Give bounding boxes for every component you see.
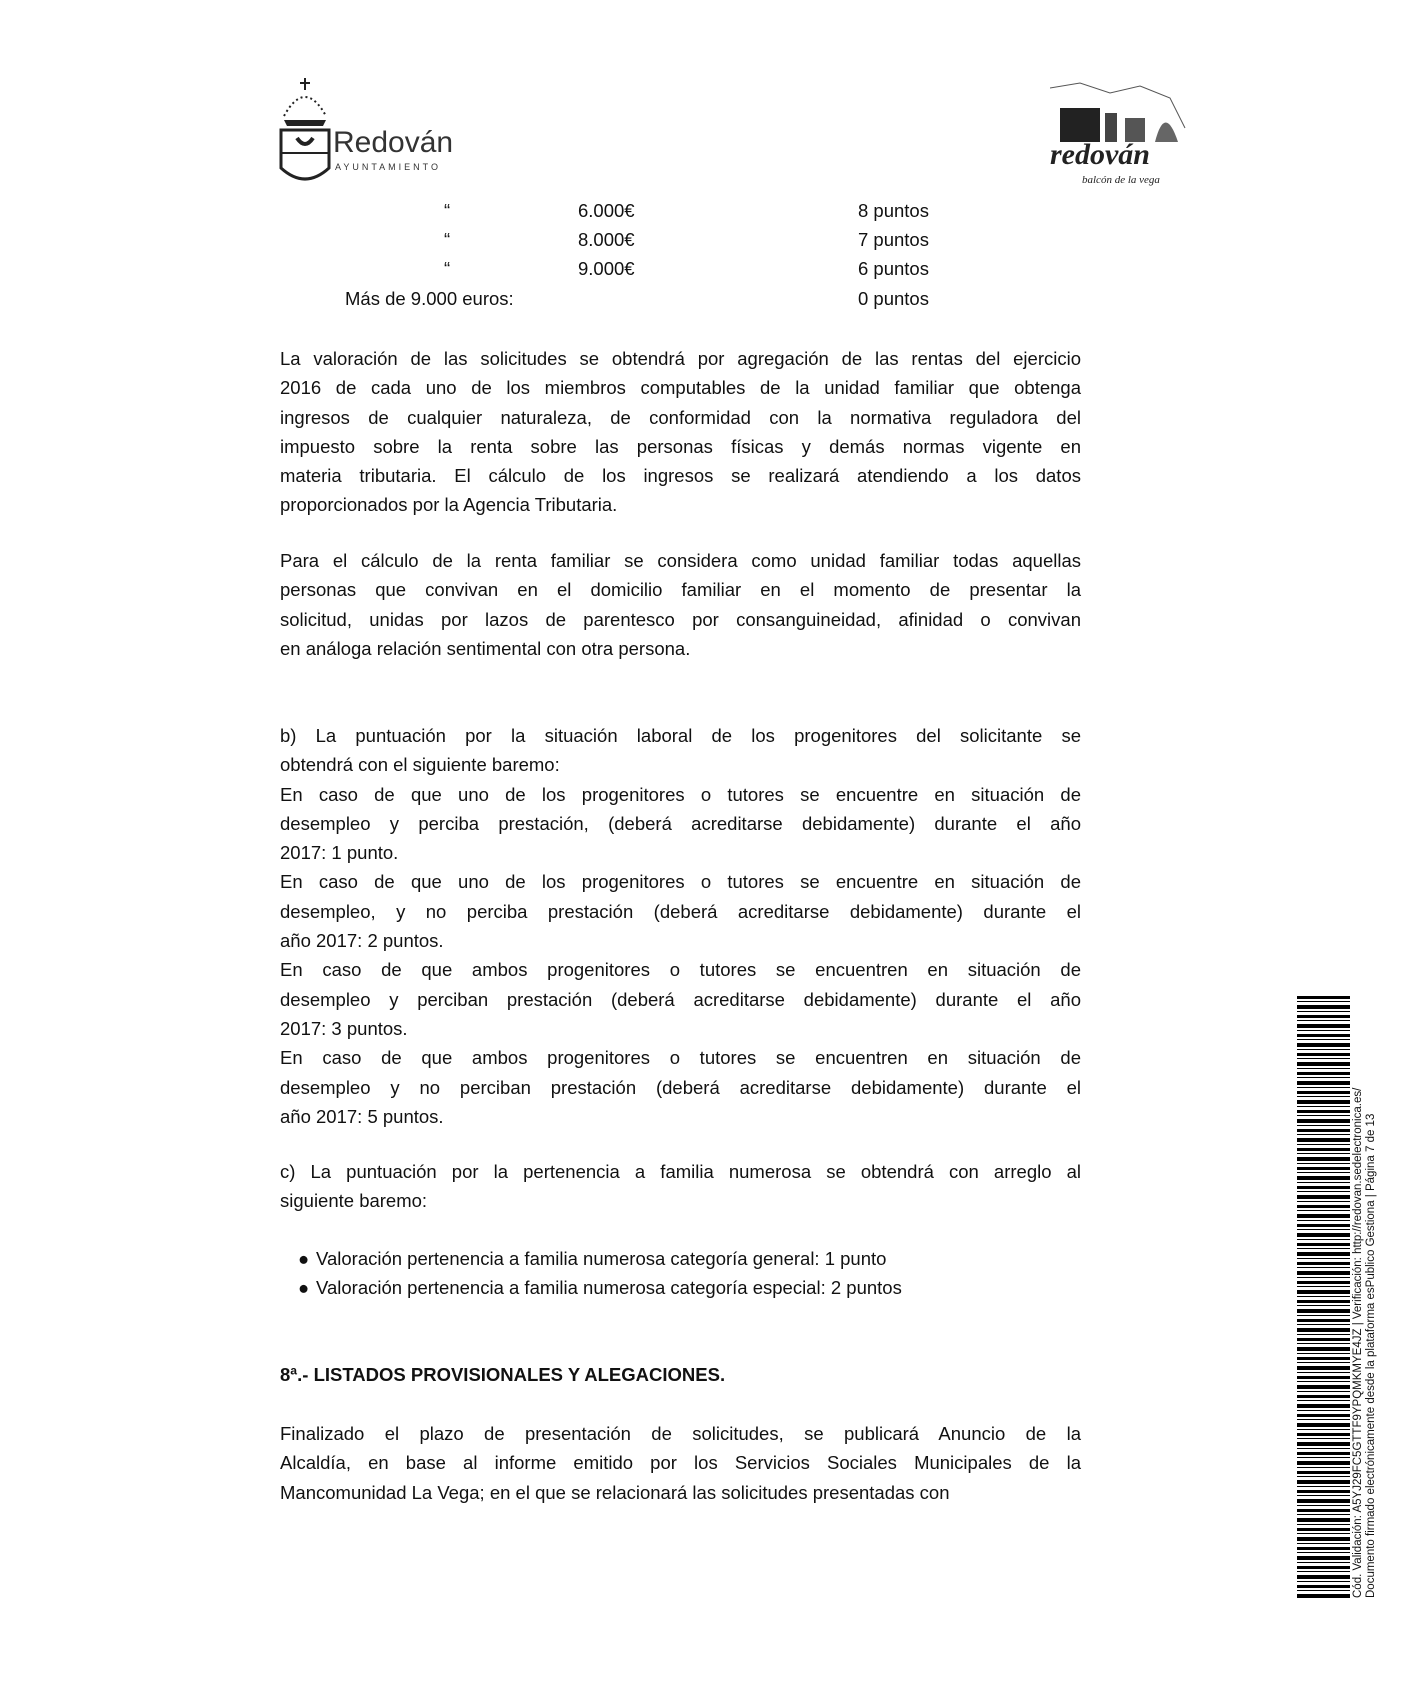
text-line: La valoración de las solicitudes se obtendrá por agregación de las rentas del ejercicio <box>280 348 1081 369</box>
text-line: proporcionados por la Agencia Tributaria. <box>280 494 618 516</box>
text-line: año 2017: 5 puntos. <box>280 1105 444 1127</box>
town-skyline-icon <box>1050 78 1190 144</box>
text-line: c) La puntuación por la pertenencia a familia numerosa se obtendrá con arreglo al <box>280 1161 1081 1182</box>
text-line: en análoga relación sentimental con otra persona. <box>280 637 691 659</box>
list-item <box>280 1244 1081 1273</box>
section-heading: 8ª.- LISTADOS PROVISIONALES Y ALEGACIONES. <box>280 1364 726 1385</box>
row-marker: “ <box>444 229 451 250</box>
list-item <box>280 1273 1081 1302</box>
bullet-icon: ● <box>298 1277 310 1299</box>
row-points: 8 puntos <box>858 200 929 221</box>
text-line: En caso de que ambos progenitores o tutores se encuentren en situación de <box>280 1047 1081 1069</box>
logo-name: Redován <box>333 126 454 159</box>
logo-subtitle: balcón de la vega <box>1082 174 1160 186</box>
row-marker: “ <box>444 258 451 279</box>
coat-of-arms-icon <box>278 78 338 188</box>
text-line: ingresos de cualquier naturaleza, de conformidad con la normativa reguladora del <box>280 406 1081 428</box>
text-line: Alcaldía, en base al informe emitido por los Servicios Sociales Municipales de la <box>280 1452 1081 1474</box>
verification-line-2: Documento firmado electrónicamente desde la plataforma esPublico Gestiona | Página 7 de 13 <box>1365 1113 1377 1598</box>
text-line: 2017: 3 puntos. <box>280 1017 408 1039</box>
row-amount: 6.000€ <box>578 200 635 221</box>
redovan-balcon-logo <box>1040 78 1190 188</box>
row-amount: 9.000€ <box>578 258 635 279</box>
text-line: 2016 de cada uno de los miembros computables de la unidad familiar que obtenga <box>280 377 1081 399</box>
verification-text <box>1352 996 1378 1598</box>
text-line: año 2017: 2 puntos. <box>280 930 444 952</box>
bullet-list <box>280 1244 1081 1303</box>
row-points: 7 puntos <box>858 229 929 250</box>
ayuntamiento-logo <box>278 78 468 188</box>
text-line: Finalizado el plazo de presentación de solicitudes, se publicará Anuncio de la <box>280 1423 1081 1444</box>
text-line: desempleo y perciban prestación (deberá acreditarse debidamente) durante el año <box>280 988 1081 1010</box>
verification-line-1: Cód. Validación: A5YJ29FC5GTTF9YPQMKMYE4JZ | Verificación: http://redovan.sedelectronica.es/ <box>1352 1087 1364 1598</box>
logo-name: redován <box>1050 138 1150 171</box>
paragraph-family-unit <box>280 546 1081 663</box>
row-points: 0 puntos <box>858 288 929 309</box>
bullet-text: Valoración pertenencia a familia numerosa categoría especial: 2 puntos <box>316 1277 902 1299</box>
text-line: desempleo y no perciban prestación (deberá acreditarse debidamente) durante el <box>280 1076 1081 1098</box>
bullet-icon: ● <box>298 1248 310 1269</box>
text-line: Mancomunidad La Vega; en el que se relacionará las solicitudes presentadas con <box>280 1481 950 1503</box>
text-line: siguiente baremo: <box>280 1190 428 1212</box>
paragraph-income-valuation <box>280 344 1081 520</box>
bullet-text: Valoración pertenencia a familia numerosa categoría general: 1 punto <box>316 1248 887 1269</box>
text-line: desempleo, y no perciba prestación (deberá acreditarse debidamente) durante el <box>280 900 1081 922</box>
row-amount: 8.000€ <box>578 229 635 250</box>
text-line: desempleo y perciba prestación, (deberá acreditarse debidamente) durante el año <box>280 812 1081 834</box>
text-line: b) La puntuación por la situación laboral de los progenitores del solicitante se <box>280 725 1081 746</box>
paragraph-employment-scale <box>280 721 1081 1131</box>
text-line: Para el cálculo de la renta familiar se considera como unidad familiar todas aquellas <box>280 550 1081 571</box>
text-line: solicitud, unidas por lazos de parentesco por consanguineidad, afinidad o convivan <box>280 608 1081 630</box>
text-line: personas que convivan en el domicilio familiar en el momento de presentar la <box>280 579 1081 601</box>
paragraph-large-family <box>280 1157 1081 1216</box>
row-marker: “ <box>444 200 451 221</box>
paragraph-provisional-lists <box>280 1419 1081 1507</box>
text-line: En caso de que ambos progenitores o tutores se encuentren en situación de <box>280 959 1081 981</box>
text-line: impuesto sobre la renta sobre las personas físicas y demás normas vigente en <box>280 435 1081 457</box>
text-line: obtendrá con el siguiente baremo: <box>280 754 560 776</box>
text-line: En caso de que uno de los progenitores o tutores se encuentre en situación de <box>280 871 1081 893</box>
barcode <box>1297 996 1350 1598</box>
row-marker: Más de 9.000 euros: <box>345 288 514 309</box>
text-line: 2017: 1 punto. <box>280 842 399 864</box>
row-points: 6 puntos <box>858 258 929 279</box>
text-line: materia tributaria. El cálculo de los ingresos se realizará atendiendo a los datos <box>280 465 1081 487</box>
text-line: En caso de que uno de los progenitores o tutores se encuentre en situación de <box>280 783 1081 805</box>
logo-subtitle: AYUNTAMIENTO <box>335 162 442 172</box>
